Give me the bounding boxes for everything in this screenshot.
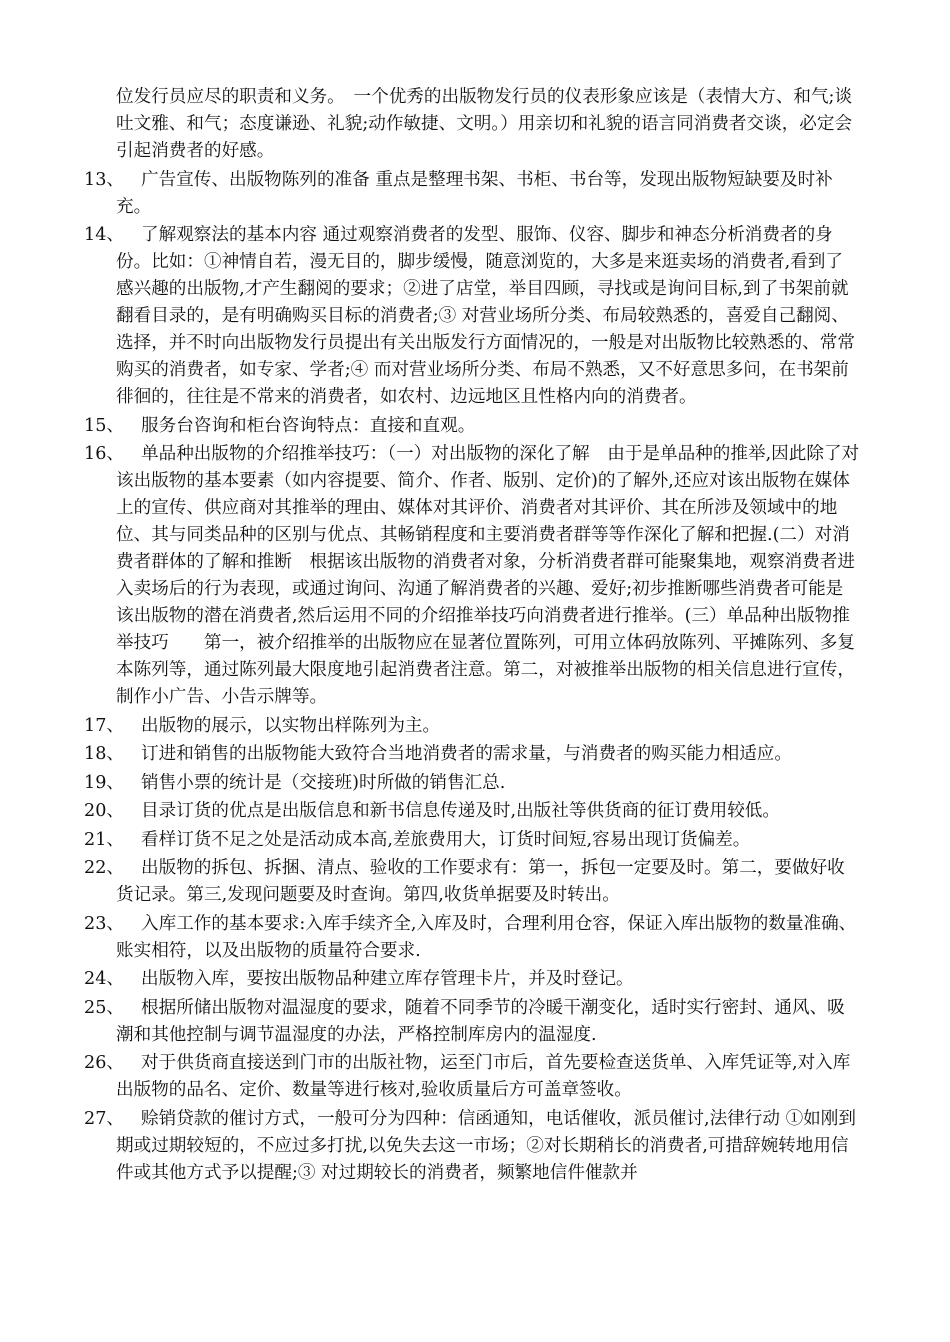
item-text: 看样订货不足之处是活动成本高,差旅费用大，订货时间短,容易出现订货偏差。 — [141, 829, 751, 850]
item-text: 入库工作的基本要求:入库手续齐全,入库及时，合理利用仓容，保证入库出版物的数量准确、账实相符，以及出版物的质量符合要求. — [116, 913, 857, 961]
item-number: 18、 — [84, 744, 124, 764]
list-item — [84, 222, 860, 411]
list-item — [84, 1106, 860, 1187]
item-text: 服务台咨询和柜台咨询特点：直接和直观。 — [141, 415, 476, 436]
list-item — [84, 167, 860, 221]
item-number: 17、 — [84, 715, 124, 736]
item-text: 广告宣传、出版物陈列的准备 重点是整理书架、书柜、书台等，发现出版物短缺要及时补充。 — [116, 169, 833, 217]
list-item — [84, 855, 860, 909]
item-number: 20、 — [84, 801, 124, 821]
item-number: 27、 — [84, 1108, 124, 1129]
item-text: 出版物入库，要按出版物品种建立库存管理卡片，并及时登记。 — [141, 969, 634, 989]
item-number: 23、 — [84, 913, 124, 934]
item-text: 对于供货商直接送到门市的出版社物，运至门市后，首先要检查送货单、入库凭证等,对入库出版物的品名、定价、数量等进行核对,验收质量后方可盖章签收。 — [116, 1053, 851, 1100]
item-text: 单品种出版物的介绍推举技巧：（一）对出版物的深化了解 由于是单品种的推举,因此除了对该出版物的基本要素（如内容提要、简介、作者、版别、定价)的了解外,还应对该出版物在媒体上的宣传、供应商对其推举的理由、媒体对其评价、消费者对其评价、其在所涉及领域中的地位、其与同类品种的区别与优点、其畅销程度和主要消费者群等等作深化了解和把握.(二）对消费者群体的了解和推断 根据该出版物的消费者对象，分析消费者群可能聚集地，观察消费者进入卖场后的行为表现，或通过询问、沟通了解消费者的兴趣、爱好;初步推断哪些消费者可能是该出版物的潜在消费者,然后运用不同的介绍推举技巧向消费者进行推举。(三）单品种出版物推举技巧 第一，被介绍推举的出版物应在显著位置陈列，可用立体码放陈列、平摊陈列、多复本陈列等，通过陈列最大限度地引起消费者注意。第二，对被推举出版物的相关信息进行宣传，制作小广告、小告示牌等。 — [116, 444, 860, 707]
intro-paragraph: 位发行员应尽的职责和义务。 一个优秀的出版物发行员的仪表形象应该是（表情大方、和气;谈吐文雅、和气；态度谦逊、礼貌;动作敏捷、文明。）用亲切和礼貌的语言同消费者交谈，必定会引起消费者的好感。 — [116, 87, 853, 161]
item-number: 25、 — [84, 997, 124, 1018]
item-text: 赊销贷款的催讨方式，一般可分为四种：信函通知，电话催收，派员催讨,法律行动 ①如刚到期或过期较短的，不应过多打扰,以免失去这一市场；②对长期稍长的消费者,可措辞婉转地用信件或其他方式予以提醒;③ 对过期较长的消费者，频繁地信件催款并 — [116, 1108, 856, 1183]
list-item — [84, 1050, 860, 1104]
item-number: 15、 — [84, 415, 124, 436]
item-number: 21、 — [84, 829, 124, 850]
list-item — [84, 441, 860, 711]
item-text: 根据所储出版物对温湿度的要求，随着不同季节的冷暖干潮变化，适时实行密封、通风、吸潮和其他控制与调节温湿度的办法，严格控制库房内的温湿度. — [116, 997, 845, 1045]
list-item — [84, 798, 860, 825]
item-text: 出版物的展示，以实物出样陈列为主。 — [141, 715, 441, 736]
list-item — [84, 827, 860, 854]
item-number: 19、 — [84, 772, 124, 793]
list-item — [84, 770, 860, 797]
item-number: 24、 — [84, 969, 124, 989]
list-item — [84, 413, 860, 440]
item-text: 出版物的拆包、拆捆、清点、验收的工作要求有：第一，拆包一定要及时。第二，要做好收货记录。第三,发现问题要及时查询。第四,收货单据要及时转出。 — [116, 858, 845, 905]
list-item — [84, 995, 860, 1049]
item-text: 目录订货的优点是出版信息和新书信息传递及时,出版社等供货商的征订费用较低。 — [141, 801, 780, 821]
item-number: 22、 — [84, 858, 124, 878]
list-item — [84, 911, 860, 965]
item-text: 了解观察法的基本内容 通过观察消费者的发型、服饰、仪容、脚步和神态分析消费者的身份。比如：①神情自若，漫无目的，脚步缓慢，随意浏览的，大多是来逛卖场的消费者,看到了感兴趣的出版物,才产生翻阅的要求；②进了店堂，举目四顾，寻找或是询问目标,到了书架前就翻看目录的，是有明确购买目标的消费者;③ 对营业场所分类、布局较熟悉的，喜爱自己翻阅、选择，并不时向出版物发行员提出有关出版发行方面情况的，一般是对出版物比较熟悉的、常常购买的消费者，如专家、学者;④ 而对营业场所分类、布局不熟悉，又不好意思多问，在书架前徘徊的，往往是不常来的消费者，如农村、边远地区且性格内向的消费者。 — [116, 225, 855, 407]
item-number: 26、 — [84, 1053, 124, 1073]
item-number: 13、 — [84, 169, 124, 190]
item-text: 订进和销售的出版物能大致符合当地消费者的需求量，与消费者的购买能力相适应。 — [141, 744, 792, 764]
item-number: 16、 — [84, 444, 124, 464]
list-item — [84, 713, 860, 740]
list-item — [84, 741, 860, 768]
item-text: 销售小票的统计是（交接班)时所做的销售汇总. — [141, 772, 506, 793]
item-number: 14、 — [84, 225, 124, 245]
list-item — [84, 966, 860, 993]
